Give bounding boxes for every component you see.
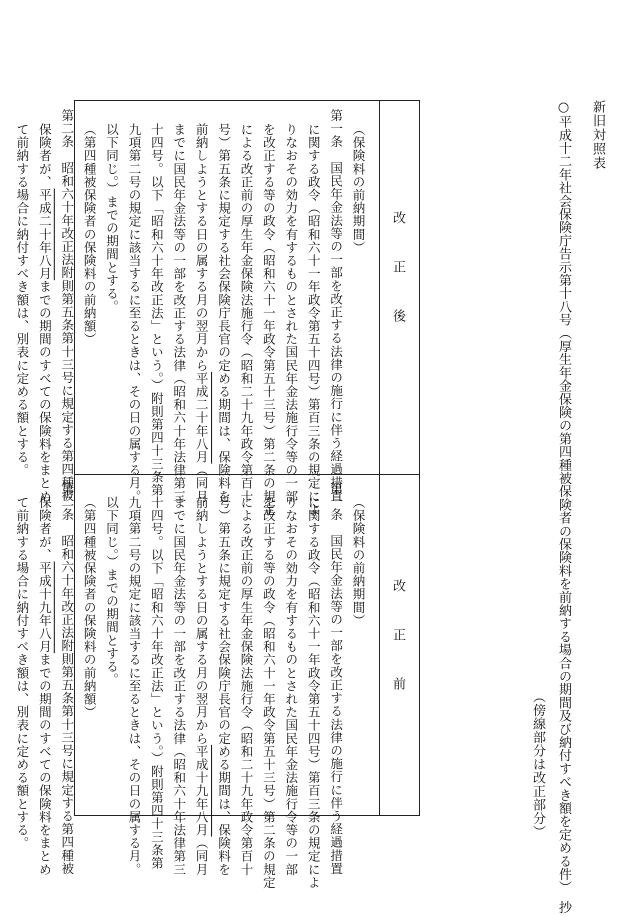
text-line: 第一条 国民年金法等の一部を改正する法律の施行に伴う経過措置 [328,109,344,502]
text-line: を改正する等の政令（昭和六十一年政令第五十三号）第二条の規定 [261,496,277,889]
article-heading: （第四種被保険者の保険料の前納額） [82,496,98,719]
text-fragment: （同月 [194,463,210,503]
text-line: を改正する等の政令（昭和六十一年政令第五十三号）第二条の規定 [261,123,277,516]
text-line: による改正前の厚生年金保険法施行令（昭和二十九年政令第百十 [238,496,254,876]
underline-legend: （傍線部分は改正部分） [530,690,545,839]
new-text-pane [14,101,381,516]
column-header-old: 改正前 [390,579,405,726]
text-line: 九項第二号の規定に該当するに至るときは、その日の属する月。 [126,496,142,876]
text-fragment: までの期間のすべての保険料をまとめ [37,653,53,876]
text-line: までに国民年金法等の一部を改正する法律（昭和六十年法律第三 [171,123,187,503]
text-fragment: までの期間のすべての保険料をまとめ [37,280,53,503]
changed-text: 平成十九年八月 [194,744,210,837]
article-heading: （保険料の前納期間） [351,123,366,254]
text-line: 第二条 昭和六十年改正法附則第五条第十三号に規定する第四種被 [59,109,75,502]
text-line [33,482,55,889]
text-fragment: 保険者が、 [37,123,53,189]
text-line: に関する政令（昭和六十一年政令第五十四号）第百三条の規定によ [306,496,322,889]
text-line: 以下同じ。）までの期間とする。 [104,496,120,687]
text-line: 第一条 国民年金法等の一部を改正する法律の施行に伴う経過措置 [328,482,344,875]
text-line [33,109,55,516]
text-line: 十四号。以下「昭和六十年改正法」という。）附則第四十三条第 [149,496,165,870]
text-line: て前納する場合に納付すべき額は、別表に定める額とする。 [14,123,30,477]
text-line: りなおその効力を有するものとされた国民年金法施行令等の一部 [283,123,299,503]
text-line: りなおその効力を有するものとされた国民年金法施行令等の一部 [283,496,299,876]
document-title: ○平成十二年社会保険庁告示第十八号（厚生年金保険の第四種被保険者の保険料を前納する場合の期間及び納付すべき額を定める件） 抄 [556,100,571,914]
text-line [190,482,212,889]
text-fragment: 前納しようとする日の属する月の翌月から [194,123,210,372]
column-header-new: 改正後 [390,211,405,358]
text-line [190,109,212,516]
text-fragment: 保険者が、 [37,496,53,562]
changed-text: 平成二十年八月 [194,371,210,464]
article-heading: （第四種被保険者の保険料の前納額） [82,123,98,346]
text-fragment: （同月 [194,836,210,876]
changed-text: 平成十九年八月 [37,561,53,654]
text-line: に関する政令（昭和六十一年政令第五十四号）第百三条の規定によ [306,123,322,516]
new-text-body [11,109,370,516]
old-text-pane [14,474,381,889]
comparison-table [14,100,420,889]
text-line: による改正前の厚生年金保険法施行令（昭和二十九年政令第百十 [238,123,254,503]
text-line: 十四号。以下「昭和六十年改正法」という。）附則第四十三条第 [149,123,165,497]
text-line: 以下同じ。）までの期間とする。 [104,123,120,314]
article-heading: （保険料の前納期間） [351,496,366,627]
text-line: 号）第五条に規定する社会保険庁長官の定める期間は、保険料を [216,123,232,503]
text-line: までに国民年金法等の一部を改正する法律（昭和六十年法律第三 [171,496,187,876]
text-line: て前納する場合に納付すべき額は、別表に定める額とする。 [14,496,30,850]
text-line: 第二条 昭和六十年改正法附則第五条第十三号に規定する第四種被 [59,482,75,875]
changed-text: 平成二十年八月 [37,188,53,281]
text-line: 号）第五条に規定する社会保険庁長官の定める期間は、保険料を [216,496,232,876]
text-fragment: 前納しようとする日の属する月の翌月から [194,496,210,745]
old-text-body [11,482,370,889]
text-line: 九項第二号の規定に該当するに至るときは、その日の属する月。 [126,123,142,503]
page-title: 新旧対照表 [590,100,605,170]
column-header-row [379,101,419,815]
